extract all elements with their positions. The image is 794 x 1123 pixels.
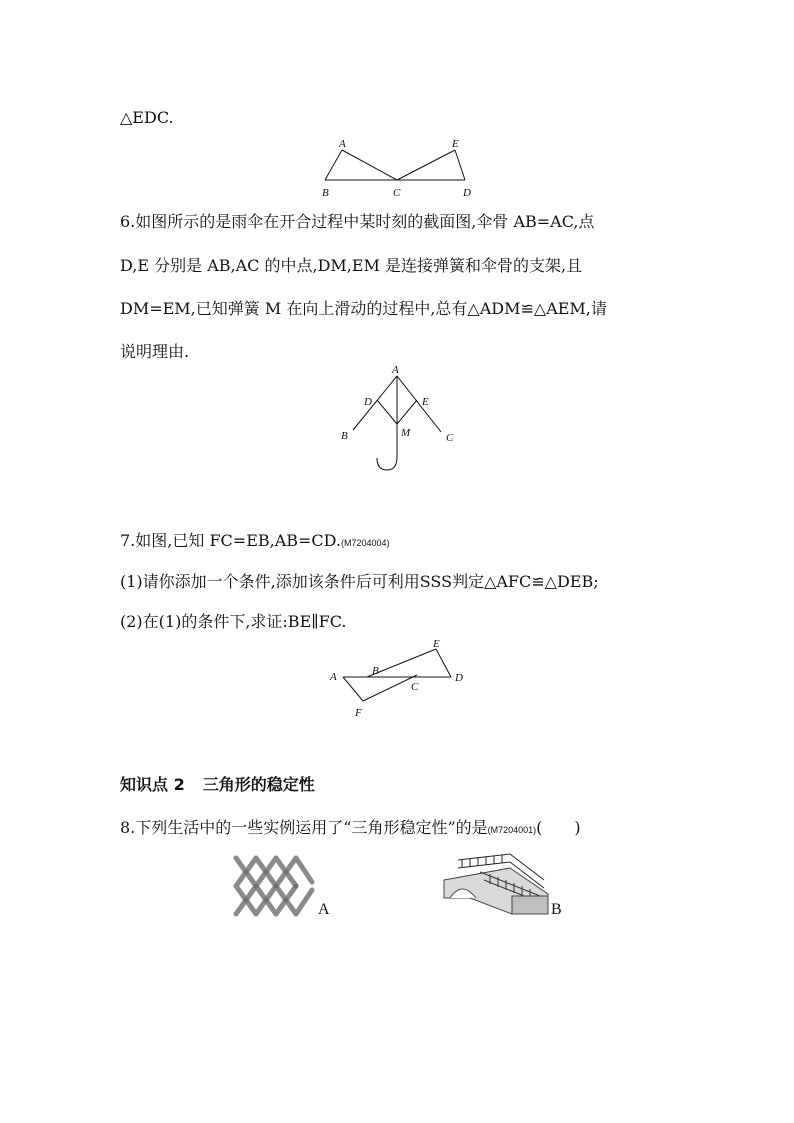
fig2-label-d: D [364, 396, 372, 408]
q6-line-4: 说明理由. [120, 342, 190, 361]
fig2-label-a: A [392, 364, 399, 376]
q8-code: (M7204001) [487, 825, 537, 835]
fig1-label-e: E [452, 138, 459, 150]
fig1-label-b: B [322, 187, 329, 199]
fig3-label-e: E [433, 638, 440, 650]
q7-code: (M7204004) [341, 538, 390, 548]
q7-line-3: (2)在(1)的条件下,求证:BE∥FC. [120, 612, 347, 631]
fig1-label-d: D [463, 187, 471, 199]
option-b-label: B [551, 901, 562, 918]
section-title: 三角形的稳定性 [202, 775, 315, 794]
section-heading [120, 772, 315, 795]
fig1-label-c: C [393, 187, 401, 199]
fig2-label-b: B [341, 430, 348, 442]
figure-triangles-bcd [315, 135, 485, 201]
figure-quadrilateral-afcdeb [325, 635, 475, 723]
q6-line-1: 6.如图所示的是雨伞在开合过程中某时刻的截面图,伞骨 AB=AC,点 [120, 212, 595, 231]
fig3-label-b: B [372, 665, 379, 677]
fig1-label-a: A [339, 138, 346, 150]
q7-line-1-main: 7.如图,已知 FC=EB,AB=CD. [120, 531, 342, 550]
fig2-label-c: C [446, 432, 454, 444]
q5-tail-text: △EDC. [120, 108, 174, 127]
q7-line-1 [120, 528, 390, 551]
q7-line-2: (1)请你添加一个条件,添加该条件后可利用SSS判定△AFC≌△DEB; [120, 572, 599, 591]
fig3-label-d: D [455, 672, 463, 684]
q8-main: 8.下列生活中的一些实例运用了“三角形稳定性”的是 [120, 818, 488, 837]
q6-line-3: DM=EM,已知弹簧 M 在向上滑动的过程中,总有△ADM≌△AEM,请 [120, 299, 607, 318]
q6-line-2: D,E 分别是 AB,AC 的中点,DM,EM 是连接弹簧和伞骨的支架,且 [120, 256, 583, 275]
fig2-label-e: E [422, 396, 429, 408]
q8-line [120, 815, 581, 838]
fig3-label-a: A [330, 671, 337, 683]
fig3-label-f: F [355, 707, 362, 719]
figure-umbrella [335, 362, 465, 477]
option-a-lattice-image [228, 852, 320, 922]
option-b-bridge-image [440, 850, 552, 920]
fig2-label-m: M [401, 427, 411, 439]
section-number: 知识点 2 [120, 775, 185, 794]
fig3-label-c: C [411, 681, 419, 693]
option-a-label: A [318, 901, 330, 918]
q8-paren: ( ) [536, 818, 581, 837]
